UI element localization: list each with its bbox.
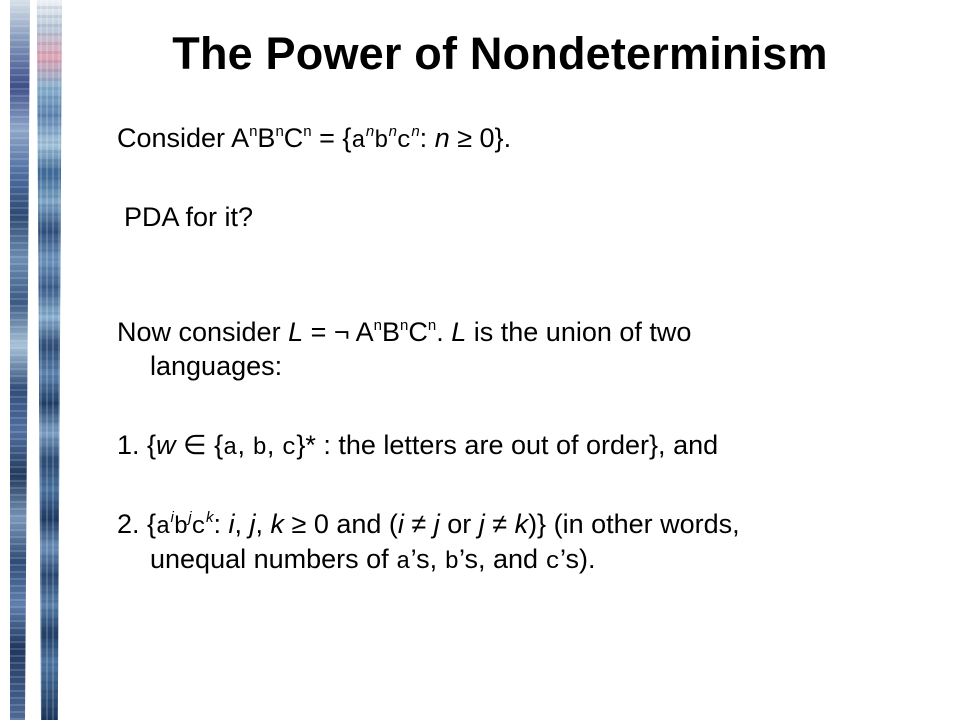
decorative-border-strip-left <box>10 0 30 720</box>
pda-question: PDA for it? <box>124 202 254 232</box>
list-item-2: 2. {$a^ib^jc^k$: i, j, k ≥ 0 and (i ≠ j or j ≠ k)} (in other words, <box>117 509 740 541</box>
consider-line: Consider $A^nB^nC^n = \{a^nb^nc^n$: n ≥ 0}. <box>117 123 512 155</box>
decorative-border-strip-right <box>34 0 62 720</box>
slide-title: The Power of Nondeterminism <box>172 28 828 79</box>
list-item-2-continuation: unequal numbers of a’s, b’s, and c’s). <box>150 544 596 576</box>
list-item-1: 1. {w ∈ {a, b, c}* : the letters are out of order}, and <box>117 430 719 462</box>
languages-label: languages: <box>150 351 283 381</box>
now-consider-line: Now consider L = ¬ $A^nB^nC^n$. L is the union of two <box>117 317 692 347</box>
